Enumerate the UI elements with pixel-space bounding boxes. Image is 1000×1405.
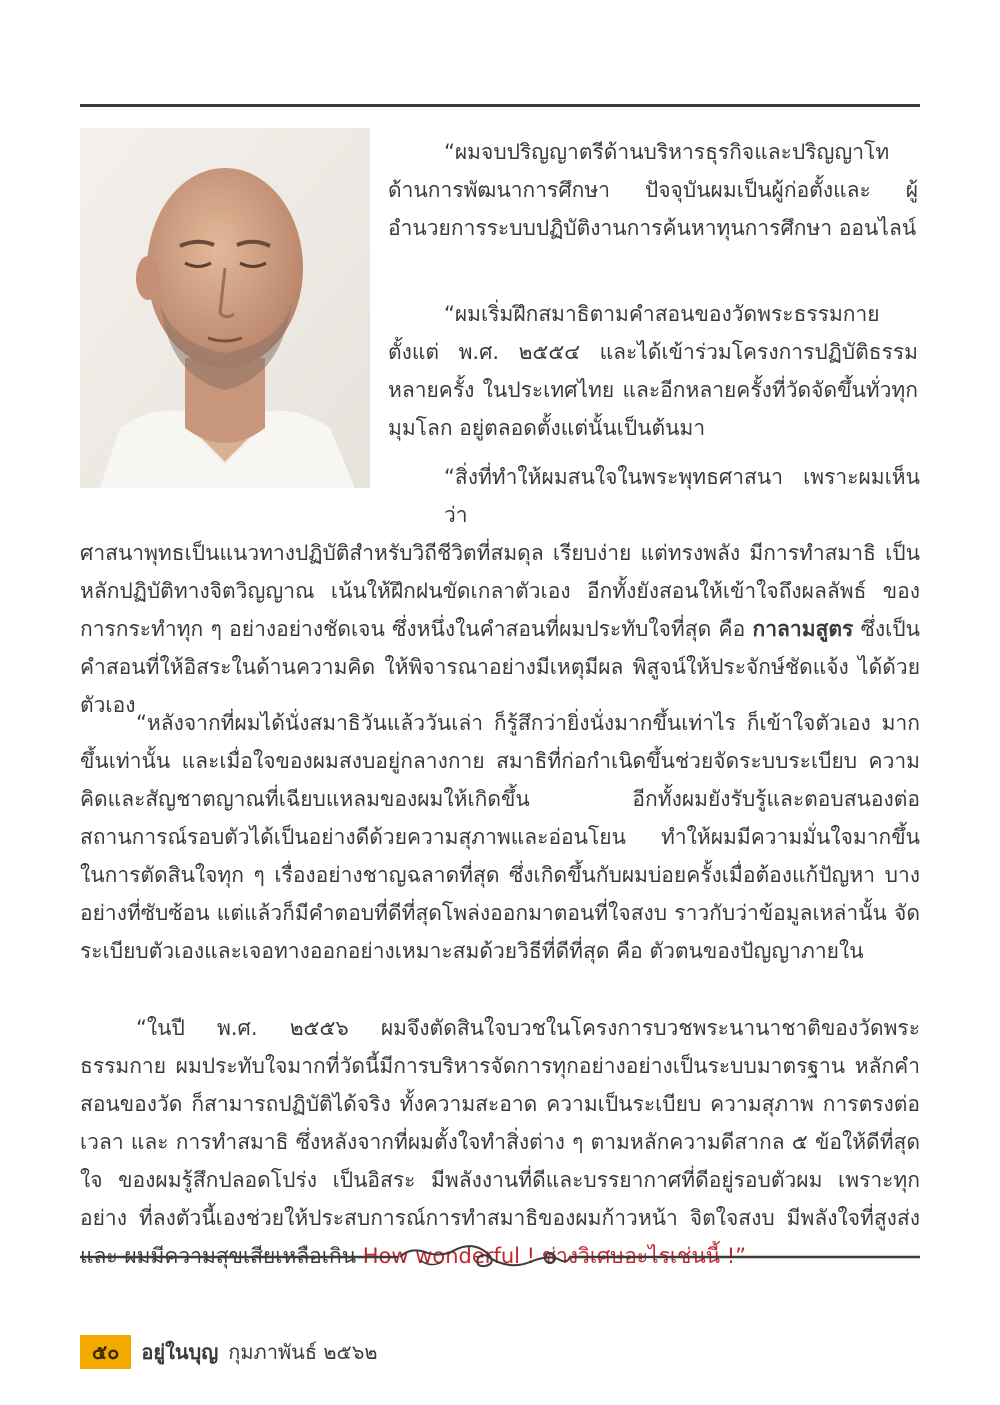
ornament-divider: [80, 1242, 920, 1272]
paragraph-text: “ผมเริ่มฝึกสมาธิตามคำสอนของวัดพระธรรมกายตั้งแต่ พ.ศ. ๒๕๕๔ และได้เข้าร่วมโครงการปฏิบัติธรรมหลายครั้ง ในประเทศไทย และอีกหลายครั้งที่วัดจัดขึ้นทั่วทุกมุมโลก อยู่ตลอดตั้งแต่นั้นเป็นต้นมา: [388, 302, 918, 440]
paragraph-meditation-start: [388, 295, 918, 447]
portrait-photo: [80, 128, 370, 488]
closing-exclamation: How wonderful ! ช่างวิเศษอะไรเช่นนี้ !”: [362, 1244, 747, 1268]
paragraph-meditation-benefits: [80, 704, 920, 970]
paragraph-text: ศาสนาพุทธเป็นแนวทางปฏิบัติสำหรับวิถีชีวิตที่สมดุล เรียบง่าย แต่ทรงพลัง มีการทำสมาธิ เป็นหลักปฏิบัติทางจิตวิญญาณ เน้นให้ฝึกฝนขัดเกลาตัวเอง อีกทั้งยังสอนให้เข้าใจถึงผลลัพธ์ ของการกระทำทุก ๆ อย่างอย่างชัดเจน ซึ่งหนึ่งในคำสอนที่ผมประทับใจที่สุด คือ: [80, 541, 920, 641]
issue-date: กุมภาพันธ์ ๒๕๖๒: [228, 1340, 378, 1364]
magazine-name: อยู่ในบุญ: [141, 1340, 219, 1364]
paragraph-text: “หลังจากที่ผมได้นั่งสมาธิวันแล้ววันเล่า ก็รู้สึกว่ายิ่งนั่งมากขึ้นเท่าไร ก็เข้าใจตัวเอง มากขึ้นเท่านั้น และเมื่อใจของผมสงบอยู่กลางกาย สมาธิที่ก่อกำเนิดขึ้นช่วยจัดระบบระเบียบ ความคิดและสัญชาตญาณที่เฉียบแหลมของผมให้เกิดขึ้น อีกทั้งผมยังรับรู้และตอบสนองต่อ สถานการณ์รอบตัวได้เป็นอย่างดีด้วยความสุภาพและอ่อนโยน ทำให้ผมมีความมั่นใจมากขึ้น ในการตัดสินใจทุก ๆ เรื่องอย่างชาญฉลาดที่สุด ซึ่งเกิดขึ้นกับผมบ่อยครั้งเมื่อต้องแก้ปัญหา บางอย่างที่ซับซ้อน แต่แล้วก็มีคำตอบที่ดีที่สุดโพล่งออกมาตอนที่ใจสงบ ราวกับว่าข้อมูลเหล่านั้น จัดระเบียบตัวเองและเจอทางออกอย่างเหมาะสมด้วยวิธีที่ดีที่สุด คือ ตัวตนของปัญญาภายใน: [80, 711, 920, 963]
page-number: ๕๐: [80, 1335, 131, 1369]
top-rule: [80, 104, 920, 107]
paragraph-first-line: “สิ่งที่ทำให้ผมสนใจในพระพุทธศาสนา เพราะผมเห็นว่า: [444, 465, 920, 527]
paragraph-education: [388, 133, 918, 247]
paragraph-text: ซึ่งเป็นคำสอนที่ให้อิสระในด้านความคิด ให้พิจารณาอย่างมีเหตุมีผล พิสูจน์ให้ประจักษ์ชัดแจ้ง ได้ด้วยตัวเอง: [80, 617, 920, 717]
kalama-sutta-term: กาลามสูตร: [752, 617, 854, 641]
paragraph-text: “ในปี พ.ศ. ๒๕๕๖ ผมจึงตัดสินใจบวชในโครงการบวชพระนานาชาติของวัดพระธรรมกาย ผมประทับใจมากที่วัดนี้มีการบริหารจัดการทุกอย่างอย่างเป็นระบบมาตรฐาน หลักคำสอนของวัด ก็สามารถปฏิบัติได้จริง ทั้งความสะอาด ความเป็นระเบียบ ความสุภาพ การตรงต่อเวลา และ การทำสมาธิ ซึ่งหลังจากที่ผมตั้งใจทำสิ่งต่าง ๆ ตามหลักความดีสากล ๕ ข้อให้ดีที่สุด ใจ ของผมรู้สึกปลอดโปร่ง เป็นอิสระ มีพลังงานที่ดีและบรรยากาศที่ดีอยู่รอบตัวผม เพราะทุกอย่าง ที่ลงตัวนี้เองช่วยให้ประสบการณ์การทำสมาธิของผมก้าวหน้า จิตใจสงบ มีพลังใจที่สูงส่ง และ ผมมีความสุขเสียเหลือเกิน: [80, 1016, 920, 1268]
paragraph-text: “ผมจบปริญญาตรีด้านบริหารธุรกิจและปริญญาโท ด้านการพัฒนาการศึกษา ปัจจุบันผมเป็นผู้ก่อตั้งและ ผู้อำนวยการระบบปฏิบัติงานการค้นหาทุนการศึกษา ออนไลน์: [388, 140, 918, 240]
paragraph-buddhism-interest: [80, 458, 920, 724]
paragraph-ordination: [80, 1009, 920, 1275]
page-footer: [80, 1335, 378, 1369]
